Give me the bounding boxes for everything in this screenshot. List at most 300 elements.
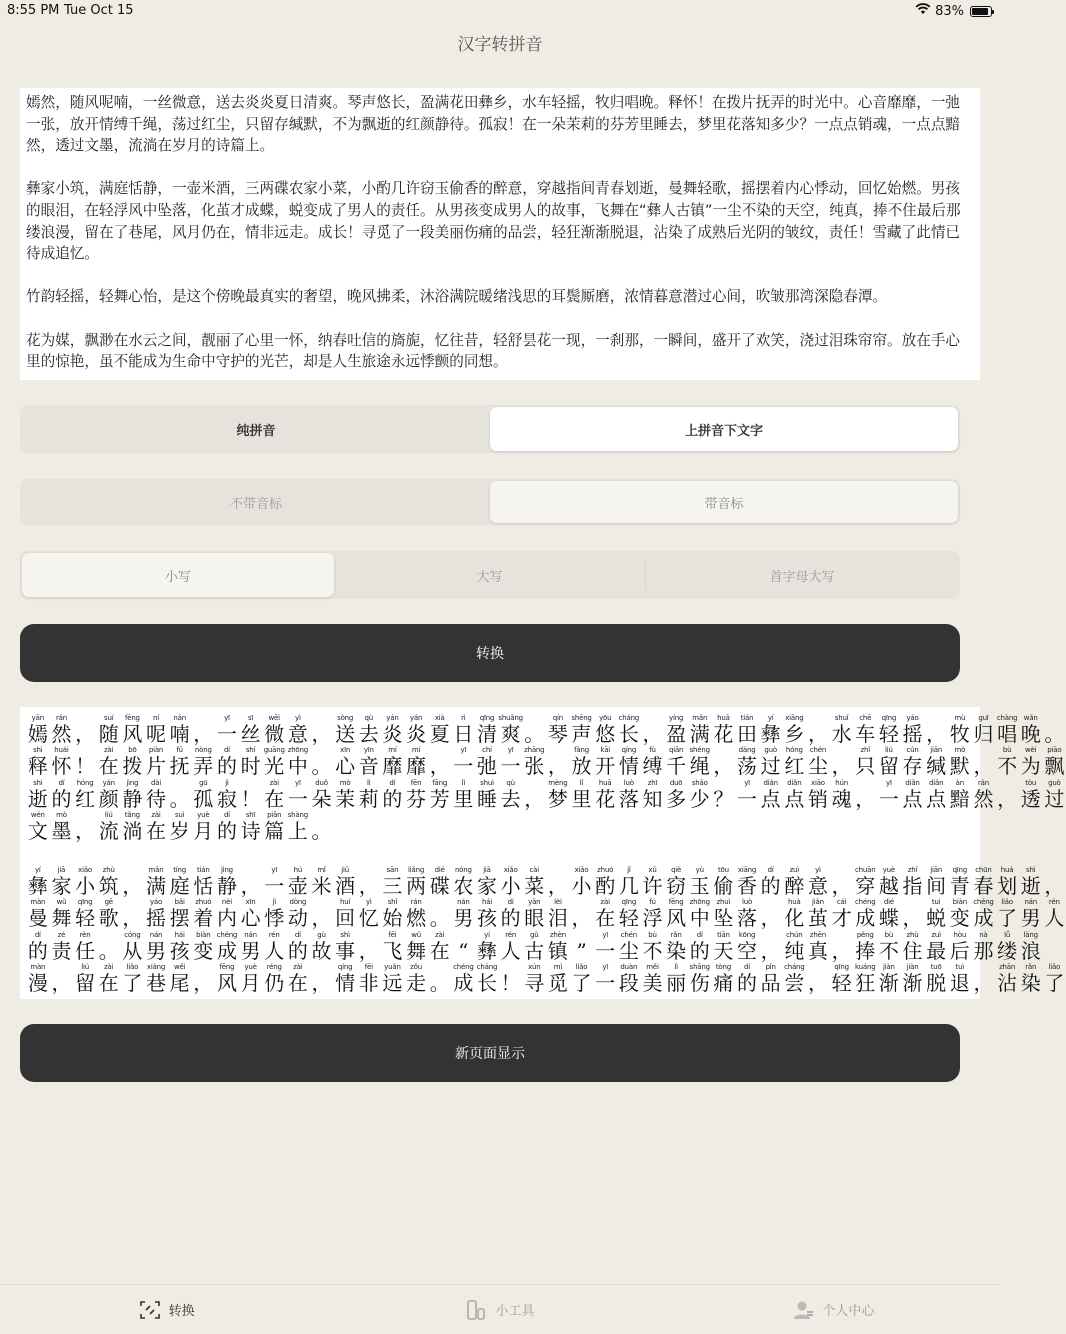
source-text-input[interactable] [20, 88, 980, 380]
ruby-char [853, 866, 877, 898]
hanzi-char: 人 [264, 938, 285, 963]
hanzi-char: 舞 [406, 938, 427, 963]
ruby-char [404, 931, 428, 963]
ruby-char [641, 714, 665, 746]
ruby-char [688, 931, 712, 963]
ruby-char [333, 898, 357, 930]
ruby-char [522, 866, 546, 898]
pinyin-annotation: rán [55, 713, 67, 722]
pinyin-annotation: shāng [689, 963, 710, 971]
ruby-char [712, 931, 736, 963]
pinyin-annotation: piàn [148, 746, 164, 754]
ruby-char [168, 811, 192, 843]
pinyin-annotation: mǎn [148, 865, 164, 874]
hanzi-char: 开 [595, 754, 616, 778]
pinyin-annotation: dàng [738, 746, 756, 754]
ruby-char [1019, 714, 1043, 746]
pinyin-annotation: lì [367, 778, 371, 787]
pinyin-annotation: yù [695, 865, 704, 874]
pinyin-annotation: nèi [221, 898, 232, 906]
pinyin-annotation: zhuó [597, 865, 614, 874]
pinyin-annotation: yì [815, 865, 821, 874]
ruby-char [948, 714, 972, 746]
hanzi-char: 划 [997, 873, 1018, 898]
hanzi-char: 间 [926, 873, 947, 898]
ruby-char [688, 714, 712, 746]
pinyin-annotation: zhōng [287, 746, 308, 754]
pinyin-annotation: nà [979, 930, 988, 939]
ruby-char [617, 931, 641, 963]
ruby-char [995, 866, 1019, 898]
pinyin-annotation: bō [128, 746, 137, 754]
hanzi-char: ， [807, 971, 828, 995]
pinyin-annotation: lǐ [461, 778, 466, 787]
pinyin-annotation: sòng [337, 713, 354, 722]
hanzi-char: 小 [500, 873, 521, 898]
hanzi-char: ， [831, 754, 852, 778]
pinyin-annotation: bǎi [174, 898, 185, 906]
pinyin-annotation: dí [696, 930, 703, 939]
pinyin-annotation: zhǐ [907, 865, 918, 874]
pinyin-annotation: shì [1026, 865, 1036, 874]
ruby-char [546, 866, 570, 898]
hanzi-char: 天 [713, 938, 734, 963]
pinyin-annotation: cháng [784, 963, 805, 971]
pinyin-annotation: bù [1002, 746, 1012, 754]
ruby-char [853, 746, 877, 778]
ruby-char [26, 866, 50, 898]
ruby-char [144, 898, 168, 930]
ruby-char [712, 746, 736, 778]
hanzi-char: 花 [595, 786, 616, 811]
hanzi-char: 一 [453, 754, 474, 778]
ruby-char [73, 931, 97, 963]
ruby-char [664, 931, 688, 963]
ruby-char [593, 746, 617, 778]
pinyin-annotation: yuǎn [384, 963, 401, 971]
pinyin-annotation: shī [245, 811, 256, 819]
pinyin-annotation: mí [411, 746, 421, 754]
ruby-char [50, 811, 74, 843]
ruby-char [475, 746, 499, 778]
ruby-char [121, 714, 145, 746]
ruby-char [995, 779, 1019, 811]
ruby-char [475, 779, 499, 811]
pinyin-annotation: zài [269, 778, 279, 787]
pinyin-annotation: dí [223, 811, 230, 819]
ruby-char [712, 714, 736, 746]
hanzi-char: 家 [51, 873, 72, 898]
hanzi-char: 事 [335, 938, 356, 963]
ruby-char [570, 779, 594, 811]
hanzi-char: 古 [524, 938, 545, 963]
ruby-char [924, 898, 948, 930]
pinyin-annotation: piān [267, 811, 282, 819]
pinyin-annotation: shǐ [387, 898, 398, 906]
ruby-char [972, 746, 996, 778]
pinyin-annotation: huá [1000, 865, 1014, 874]
ruby-char [50, 779, 74, 811]
ruby-char [333, 746, 357, 778]
hanzi-char: 在 [98, 971, 119, 995]
pinyin-annotation: yuè [882, 865, 896, 874]
pinyin-annotation: shì [33, 778, 43, 787]
hanzi-char: 农 [453, 873, 474, 898]
hanzi-char: ， [51, 971, 72, 995]
pinyin-annotation: qīng [952, 865, 968, 874]
ruby-char [546, 963, 570, 995]
ruby-char [877, 866, 901, 898]
ruby-char [452, 963, 476, 995]
case-option-upper[interactable]: 大写 [476, 569, 503, 585]
tab-profile-label: 个人中心 [822, 1304, 875, 1319]
pinyin-annotation: zhù [102, 865, 115, 874]
convert-button[interactable]: 转换 [20, 624, 960, 682]
hanzi-char: 乡 [784, 721, 805, 746]
mode-option-pinyin-above-text[interactable]: 上拼音下文字 [490, 407, 958, 451]
ruby-char [570, 963, 594, 995]
pinyin-annotation: mèng [548, 778, 568, 787]
ruby-char [239, 931, 263, 963]
ruby-char [735, 866, 759, 898]
pinyin-annotation: kōng [738, 930, 756, 939]
ruby-char [806, 898, 830, 930]
pinyin-annotation: fēng [124, 713, 140, 722]
hanzi-char: 彝 [476, 938, 497, 963]
result-line [26, 865, 1065, 898]
ruby-char [901, 714, 925, 746]
hanzi-char: 。 [311, 819, 332, 843]
hanzi-char: 丽 [666, 971, 687, 995]
hanzi-char: ， [902, 906, 923, 930]
ruby-char [452, 931, 476, 963]
ruby-char [404, 779, 428, 811]
hanzi-char: 人 [500, 938, 521, 963]
ruby-char [286, 746, 310, 778]
hanzi-char: 绳 [689, 754, 710, 778]
hanzi-char: 丝 [240, 721, 261, 746]
pinyin-annotation: zhāng [524, 746, 545, 754]
hanzi-char: 空 [737, 938, 758, 963]
case-option-capitalize[interactable]: 首字母大写 [769, 569, 835, 585]
mode-option-pinyin-only[interactable]: 纯拼音 [236, 423, 276, 439]
ruby-char [215, 898, 239, 930]
ruby-char [404, 714, 428, 746]
hanzi-char: 轻 [878, 721, 899, 746]
pinyin-annotation: liǎo [126, 963, 139, 971]
hanzi-char: 怀 [51, 754, 72, 778]
ruby-char [428, 963, 452, 995]
ruby-char [310, 898, 334, 930]
source-paragraph: 花为媒，飘渺在水云之间，靓丽了心里一怀，纳春吐信的旖旎，忆往昔，轻舒昙花一现，一刹那，一瞬间，盛开了欢笑，浇过泪珠帘帘。放在手心里的惊艳，虽不能成为生命中守护的光芒，却是人生旅途永远悸颤的同想。 [26, 331, 961, 371]
battery-icon [970, 6, 992, 17]
pinyin-annotation: dí [223, 746, 230, 754]
hanzi-char: 燃 [406, 906, 427, 930]
hanzi-char: 染 [666, 938, 687, 963]
ruby-char [712, 779, 736, 811]
ruby-char [641, 898, 665, 930]
pinyin-annotation: huā [598, 778, 612, 787]
hanzi-char: 红 [784, 754, 805, 778]
pinyin-annotation: yì [365, 898, 372, 906]
pinyin-annotation: luò [623, 778, 634, 787]
ruby-char [924, 779, 948, 811]
hanzi-char: 狂 [855, 971, 876, 995]
ruby-char [617, 898, 641, 930]
pinyin-annotation: xīn [245, 898, 256, 906]
pinyin-annotation: guò [1048, 778, 1061, 787]
hanzi-char: ， [642, 721, 663, 746]
tone-option-without[interactable]: 不带音标 [229, 496, 282, 512]
pinyin-annotation: liǎo [575, 963, 588, 971]
hanzi-char: 喃 [169, 721, 190, 746]
hanzi-char: 留 [878, 754, 899, 778]
result-line [26, 713, 1065, 746]
hanzi-char: 多 [666, 786, 687, 811]
hanzi-char: 琴 [547, 721, 568, 746]
pinyin-annotation: xīn [340, 746, 351, 754]
hanzi-char: “ [458, 938, 469, 963]
pinyin-annotation: chéng [453, 963, 474, 971]
result-line [26, 963, 1065, 996]
ruby-char [499, 746, 523, 778]
pinyin-annotation: nán [1024, 898, 1038, 906]
pinyin-annotation: zé [57, 930, 66, 939]
ruby-char [286, 714, 310, 746]
hanzi-char: 小 [571, 873, 592, 898]
pinyin-annotation: yí [767, 713, 774, 722]
hanzi-char: ， [760, 906, 781, 930]
hanzi-char: 了 [1044, 971, 1065, 995]
hanzi-char: 后 [949, 938, 970, 963]
pinyin-annotation: mǎn [692, 713, 708, 722]
result-paragraph [26, 865, 1065, 995]
hanzi-char: 觅 [547, 971, 568, 995]
ruby-char [948, 779, 972, 811]
tone-option-with[interactable]: 带音标 [490, 481, 958, 523]
ruby-char [1019, 898, 1043, 930]
ruby-char [121, 746, 145, 778]
hanzi-char: 逝 [27, 786, 48, 811]
hanzi-char: 去 [500, 786, 521, 811]
ruby-char [759, 931, 783, 963]
hanzi-char: 牧 [949, 721, 970, 746]
hanzi-char: 品 [760, 971, 781, 995]
hanzi-char: 壶 [287, 873, 308, 898]
pinyin-annotation: dí [294, 930, 301, 939]
hanzi-char: 曼 [27, 906, 48, 930]
hanzi-char: 动 [287, 906, 308, 930]
pinyin-annotation: huà [788, 898, 801, 906]
pinyin-annotation: shuì [480, 778, 494, 787]
ruby-char [901, 963, 925, 995]
hanzi-char: 在 [287, 971, 308, 995]
pinyin-annotation: jìng [220, 865, 233, 874]
pinyin-annotation: wèi [1025, 746, 1037, 754]
ruby-char [475, 931, 499, 963]
hanzi-char: 家 [476, 873, 497, 898]
ruby-char [806, 714, 830, 746]
pinyin-annotation: bù [884, 930, 894, 939]
hanzi-char: 仍 [264, 971, 285, 995]
pinyin-annotation: qīng [621, 898, 637, 906]
ruby-char [452, 746, 476, 778]
ruby-char [641, 963, 665, 995]
hanzi-char: 浮 [642, 906, 663, 930]
result-paragraph [26, 713, 1065, 843]
hanzi-char: ， [193, 721, 214, 746]
ruby-char [428, 714, 452, 746]
ruby-char [830, 714, 854, 746]
hanzi-char: 指 [902, 873, 923, 898]
ruby-char [593, 714, 617, 746]
case-option-lower[interactable]: 小写 [22, 553, 334, 597]
ruby-char [783, 779, 807, 811]
ruby-char [121, 779, 145, 811]
hanzi-char: 嫣 [27, 721, 48, 746]
ruby-char [735, 931, 759, 963]
hanzi-char: 的 [51, 786, 72, 811]
ruby-char [381, 779, 405, 811]
ruby-char [972, 898, 996, 930]
hanzi-char: 在 [98, 754, 119, 778]
ruby-char [215, 963, 239, 995]
pinyin-annotation: diǎn [905, 778, 920, 787]
ruby-char [404, 898, 428, 930]
ruby-char [712, 866, 736, 898]
hanzi-char: 千 [666, 754, 687, 778]
pinyin-annotation: chén [809, 746, 827, 754]
hanzi-char: 人 [1044, 906, 1065, 930]
pinyin-annotation: xiǎo [574, 865, 589, 874]
ruby-char [901, 866, 925, 898]
hanzi-char: 莉 [358, 786, 379, 811]
pinyin-annotation: shàng [287, 811, 308, 819]
hanzi-char: ， [547, 754, 568, 778]
hanzi-char: 待 [146, 786, 167, 811]
hanzi-char: 坠 [713, 906, 734, 930]
tab-tools[interactable] [333, 1285, 666, 1334]
pinyin-annotation: yuè [197, 811, 210, 819]
pinyin-annotation: rén [1048, 898, 1060, 906]
ruby-char [735, 963, 759, 995]
hanzi-char: ？ [713, 786, 734, 811]
pinyin-annotation: yīn [363, 746, 374, 754]
ruby-char [593, 931, 617, 963]
pinyin-annotation: rén [268, 930, 280, 939]
ruby-char [191, 811, 215, 843]
hanzi-char: ， [760, 938, 781, 963]
ruby-char [310, 963, 334, 995]
hanzi-char: 靡 [406, 754, 427, 778]
hanzi-char: 醉 [784, 873, 805, 898]
hanzi-char: 了 [571, 971, 592, 995]
mode-segmented-control [20, 405, 960, 453]
ruby-char [26, 963, 50, 995]
result-line [26, 898, 1065, 931]
ruby-char [381, 714, 405, 746]
pinyin-annotation: zhù [906, 930, 919, 939]
pinyin-annotation: xiāng [737, 865, 757, 874]
ruby-char [1019, 866, 1043, 898]
pinyin-annotation: qīng [881, 713, 897, 722]
ruby-char [73, 746, 97, 778]
pinyin-annotation: rǎn [670, 930, 682, 939]
ruby-char [73, 898, 97, 930]
hanzi-char: 然 [973, 786, 994, 811]
ruby-char [664, 779, 688, 811]
hanzi-char: 巷 [146, 971, 167, 995]
hanzi-char: 淌 [122, 819, 143, 843]
ruby-char [121, 866, 145, 898]
hanzi-char: 悸 [264, 906, 285, 930]
hanzi-char: 车 [855, 721, 876, 746]
ruby-char [853, 714, 877, 746]
pinyin-annotation: chuān [855, 865, 876, 874]
pinyin-annotation: tōu [717, 865, 729, 874]
hanzi-char: 尘 [807, 754, 828, 778]
hanzi-char: 点 [784, 786, 805, 811]
ruby-char [1019, 963, 1043, 995]
pinyin-result-view[interactable] [20, 707, 1065, 999]
hanzi-char: 的 [760, 873, 781, 898]
open-new-page-button[interactable]: 新页面显示 [20, 1024, 960, 1082]
ruby-char [73, 779, 97, 811]
pinyin-annotation: wén [30, 811, 45, 819]
pinyin-annotation: kuáng [855, 963, 876, 971]
hanzi-char: 内 [216, 906, 237, 930]
hanzi-char: 故 [311, 938, 332, 963]
hanzi-char: 飘 [1044, 754, 1065, 778]
ruby-char [191, 931, 215, 963]
hanzi-char: 逝 [1020, 873, 1041, 898]
hanzi-char: 穿 [855, 873, 876, 898]
tab-convert[interactable] [0, 1285, 333, 1334]
pinyin-annotation: hóng [785, 746, 803, 754]
hanzi-char: 晚 [1020, 721, 1041, 746]
hanzi-char: 梦 [547, 786, 568, 811]
hanzi-char: 成 [973, 906, 994, 930]
ruby-char [688, 866, 712, 898]
ruby-char [333, 931, 357, 963]
hanzi-char: 真 [807, 938, 828, 963]
ruby-char [759, 866, 783, 898]
ruby-char [783, 898, 807, 930]
ruby-char [262, 714, 286, 746]
ruby-char [1019, 931, 1043, 963]
ruby-char [546, 779, 570, 811]
ruby-char [617, 746, 641, 778]
pinyin-annotation: shēng [571, 713, 592, 722]
hanzi-char: 只 [855, 754, 876, 778]
ruby-char [948, 963, 972, 995]
hanzi-char: 静 [122, 786, 143, 811]
ruby-char [617, 963, 641, 995]
status-date: Tue Oct 15 [64, 3, 134, 18]
pinyin-annotation: shǎo [691, 778, 708, 787]
pinyin-annotation: qīng [834, 963, 849, 971]
ruby-char [26, 931, 50, 963]
pinyin-annotation: zài [293, 963, 303, 971]
ruby-char [995, 746, 1019, 778]
hanzi-char: 孩 [476, 906, 497, 930]
pinyin-annotation: zhuó [195, 898, 212, 906]
hanzi-char: 的 [689, 938, 710, 963]
pinyin-annotation: fàng [574, 746, 589, 754]
pinyin-annotation: liú [81, 963, 89, 971]
tab-profile[interactable] [667, 1285, 1000, 1334]
ruby-char [617, 779, 641, 811]
